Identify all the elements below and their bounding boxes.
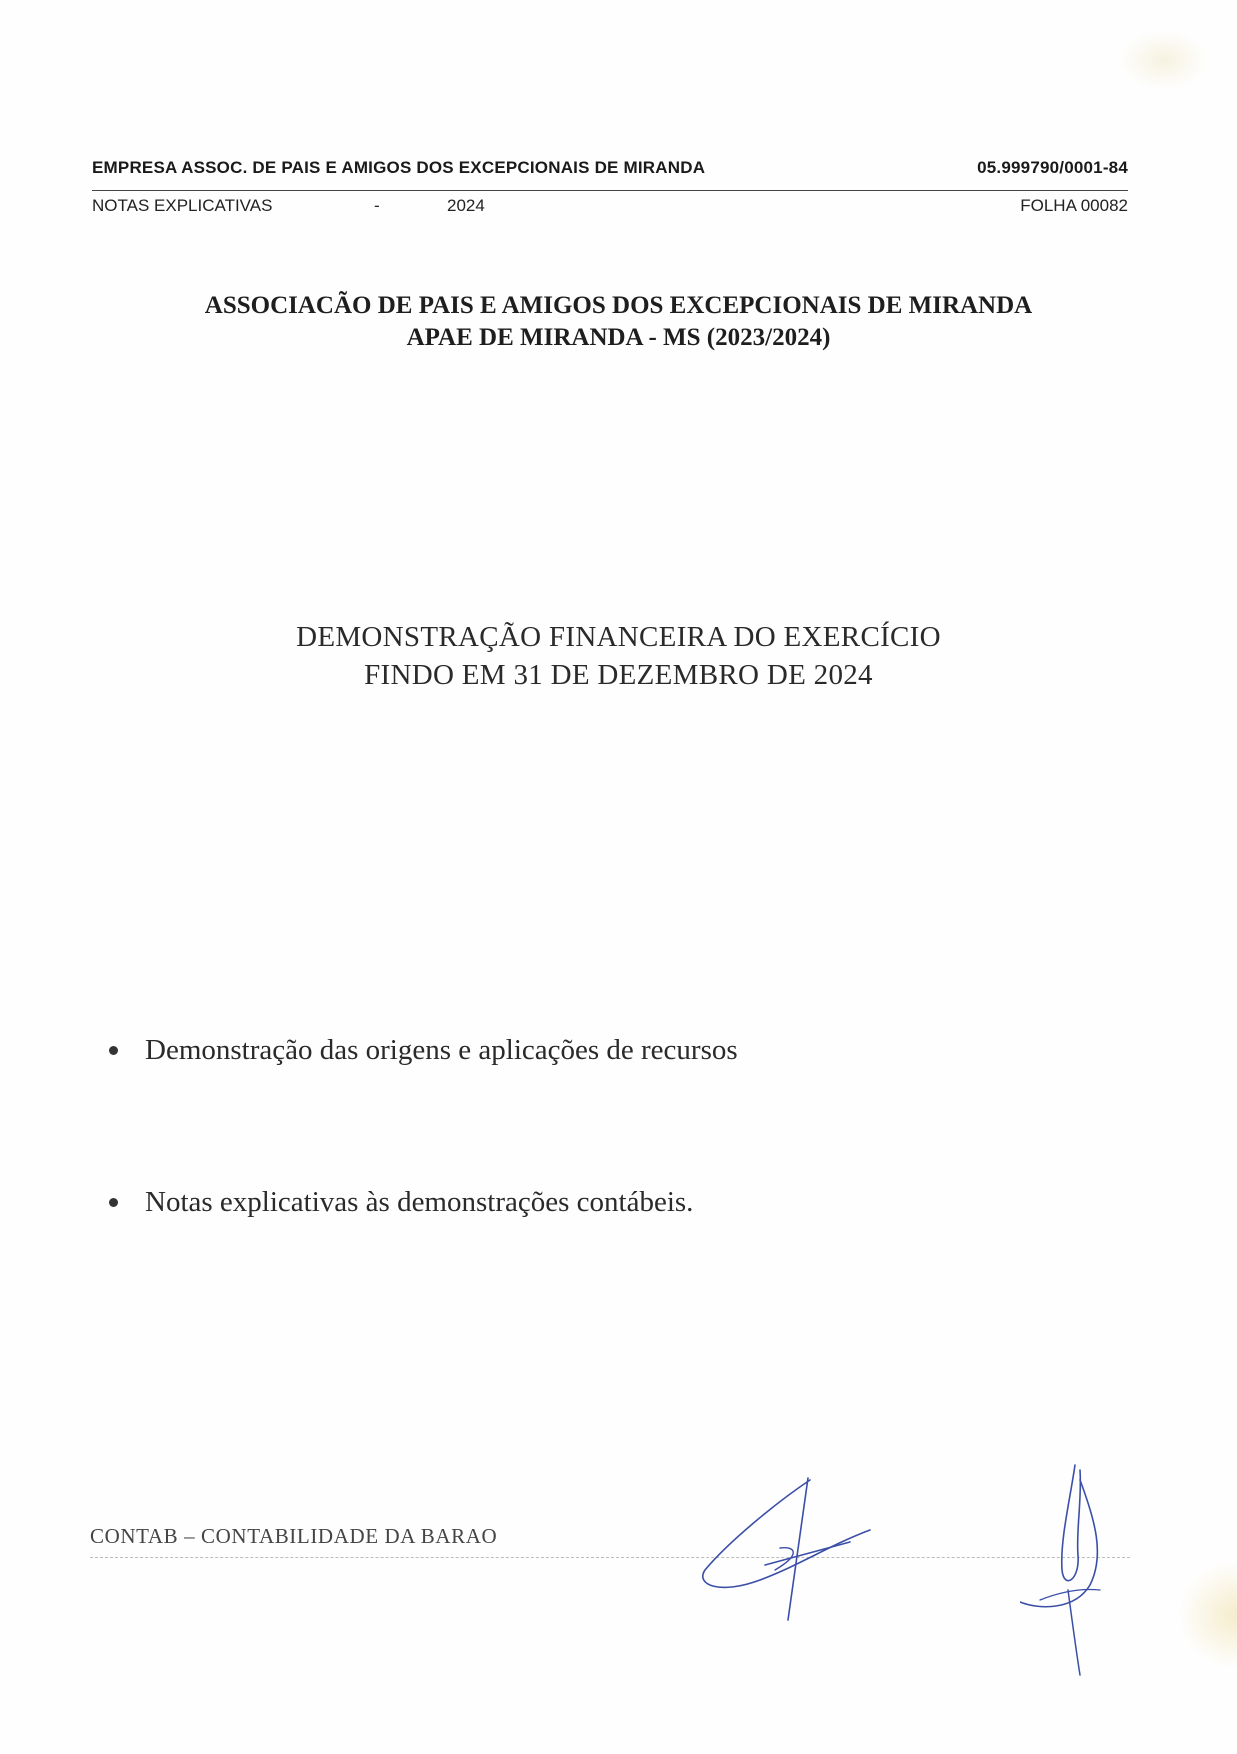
- page-number: FOLHA 00082: [1020, 196, 1128, 215]
- footer-divider: [90, 1557, 1130, 1558]
- list-item: [105, 1182, 1105, 1222]
- list-item-text: Demonstração das origens e aplicações de recursos: [145, 1034, 738, 1066]
- list-item: [105, 1030, 1105, 1070]
- organization-title: [0, 290, 1237, 354]
- cnpj-number: 05.999790/0001-84: [977, 158, 1128, 177]
- accountant-name: CONTAB – CONTABILIDADE DA BARAO: [90, 1524, 498, 1548]
- list-item-text: Notas explicativas às demonstrações contábeis.: [145, 1186, 694, 1218]
- header-separator: -: [374, 196, 380, 215]
- organization-title-line2: APAE DE MIRANDA - MS (2023/2024): [406, 324, 831, 351]
- document-title: [0, 618, 1237, 694]
- bullet-icon: [109, 1198, 118, 1207]
- doc-type-label: NOTAS EXPLICATIVAS: [92, 196, 273, 215]
- document-title-line1: DEMONSTRAÇÃO FINANCEIRA DO EXERCÍCIO: [296, 621, 941, 653]
- contents-list: [105, 1030, 1105, 1222]
- header-year: 2024: [447, 196, 485, 215]
- company-name: EMPRESA ASSOC. DE PAIS E AMIGOS DOS EXCEPCIONAIS DE MIRANDA: [92, 158, 706, 177]
- organization-title-line1: ASSOCIACÃO DE PAIS E AMIGOS DOS EXCEPCIONAIS DE MIRANDA: [204, 292, 1033, 319]
- header-divider: [92, 190, 1128, 191]
- signature-1: [690, 1470, 880, 1630]
- scan-stain: [1177, 1560, 1237, 1670]
- signature-2: [1020, 1460, 1140, 1680]
- document-title-line2: FINDO EM 31 DE DEZEMBRO DE 2024: [364, 659, 873, 691]
- scan-stain: [1119, 30, 1209, 90]
- bullet-icon: [109, 1046, 118, 1055]
